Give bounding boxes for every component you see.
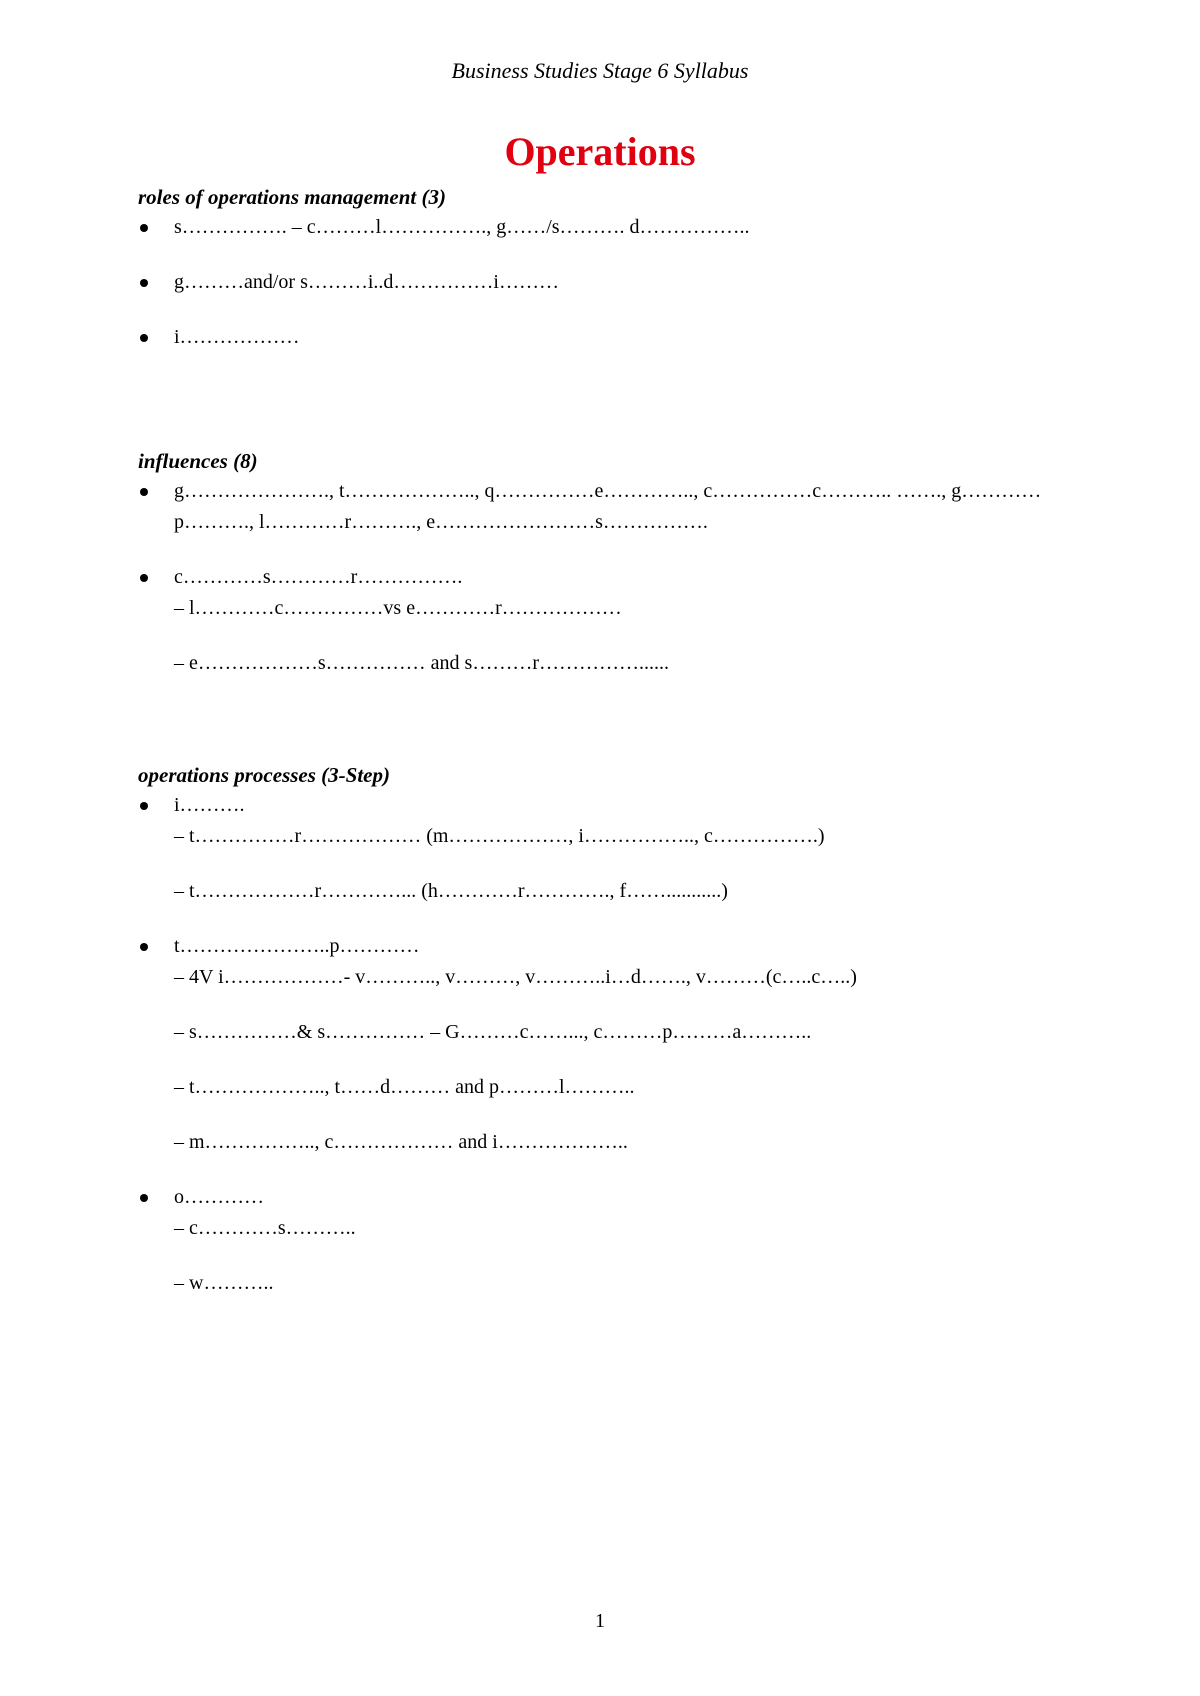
page-header: Business Studies Stage 6 Syllabus <box>451 58 749 83</box>
sub-item: – l…………c……………vs e…………r……………… <box>174 597 622 619</box>
list-item <box>138 562 1078 679</box>
bullet-list <box>138 212 1078 353</box>
bullet-icon <box>140 488 148 496</box>
bullet-icon <box>140 943 148 951</box>
sub-item: – m…………….., c……………… and i……………….. <box>174 1131 628 1153</box>
bullet-list <box>138 476 1078 679</box>
list-item <box>138 931 1078 1158</box>
list-item-text: i……………… <box>174 326 300 348</box>
list-item <box>138 790 1078 907</box>
section-heading: roles of operations management (3) <box>138 185 446 209</box>
sub-item: – t……………….., t……d……… and p………l……….. <box>174 1076 635 1098</box>
bullet-icon <box>140 334 148 342</box>
sub-item: – 4V i………………- v……….., v………, v………..i…d……., v………(c…..c…..) <box>174 966 857 988</box>
list-item-text: g………and/or s………i..d……………i……… <box>174 271 559 293</box>
sub-item: – w……….. <box>174 1272 274 1294</box>
section-influences <box>138 446 1078 679</box>
section-heading: operations processes (3-Step) <box>138 763 390 787</box>
list-item <box>138 476 1078 538</box>
bullet-list <box>138 790 1078 1299</box>
list-item-text: t…………………..p………… <box>174 935 420 957</box>
sub-item: – c…………s……….. <box>174 1217 356 1239</box>
list-item <box>138 1182 1078 1299</box>
bullet-icon <box>140 1194 148 1202</box>
bullet-icon <box>140 574 148 582</box>
page-title: Operations <box>504 129 696 174</box>
list-item <box>138 267 1078 298</box>
list-item-text: c…………s…………r……………. <box>174 566 463 588</box>
bullet-icon <box>140 224 148 232</box>
bullet-icon <box>140 802 148 810</box>
list-item-text: g…………………., t……………….., q……………e………….., c……………c……….. ……., g…………p………., l…………r………., e……………………s……………. <box>174 480 1042 533</box>
sub-item: – s……………& s…………… – G………c……..., c………p………a……….. <box>174 1021 812 1043</box>
page-number: 1 <box>595 1610 605 1632</box>
list-item-text: i………. <box>174 794 245 816</box>
section-roles <box>138 182 1078 353</box>
list-item-text: s……………. – c………l……………., g……/s………. d…………….. <box>174 216 750 238</box>
sub-item: – e………………s…………… and s………r……………...... <box>174 652 669 674</box>
bullet-icon <box>140 279 148 287</box>
list-item-text: o………… <box>174 1186 264 1208</box>
sub-item: – t……………r……………… (m………………, i…………….., c…………….) <box>174 825 825 847</box>
section-operations-processes <box>138 760 1078 1299</box>
list-item <box>138 212 1078 243</box>
section-heading: influences (8) <box>138 449 258 473</box>
list-item <box>138 322 1078 353</box>
sub-item: – t………………r…………... (h…………r…………., f……...........) <box>174 880 728 902</box>
